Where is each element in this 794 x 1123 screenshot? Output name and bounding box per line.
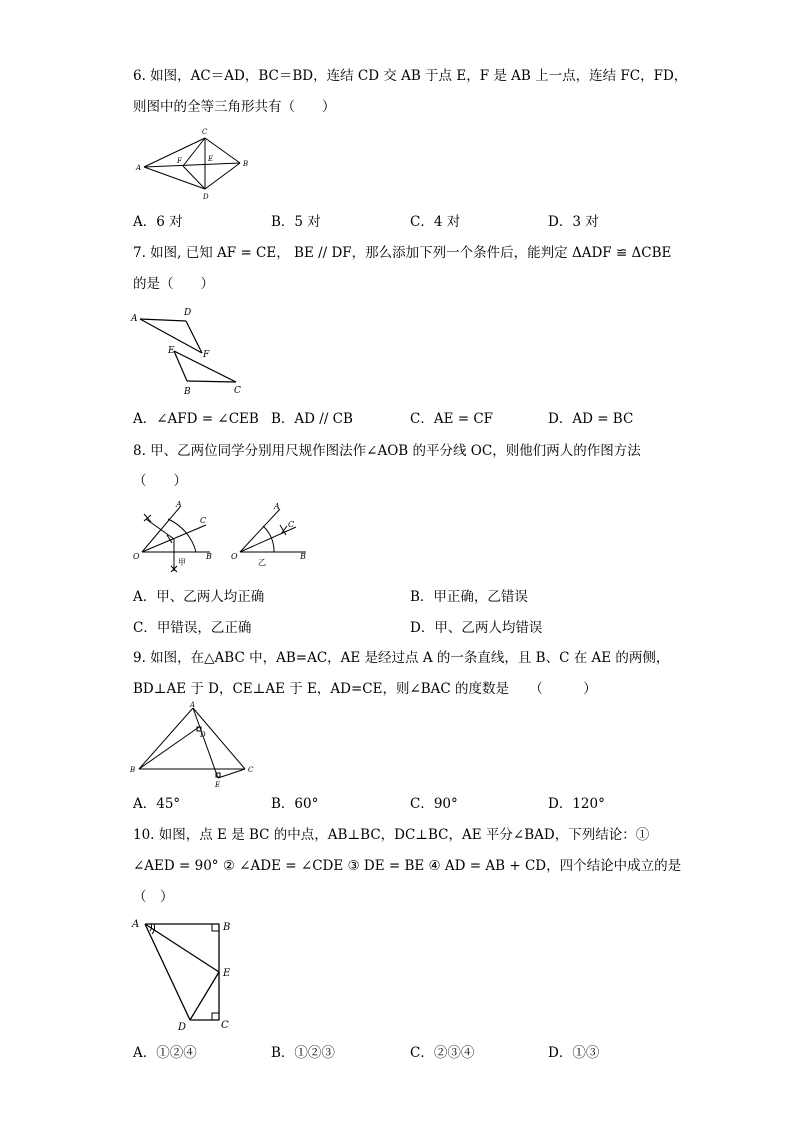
- q6-stem-line2: 则图中的全等三角形共有（ ）: [133, 99, 336, 115]
- q8-option-d[interactable]: D．甲、乙两人均错误: [410, 620, 543, 636]
- q8-options-row1: [133, 588, 693, 606]
- q7-figure: [128, 305, 253, 400]
- q9-stem-line1: 9. 如图，在△ABC 中，AB=AC，AE 是经过点 A 的一条直线，且 B、C 在 AE 的两侧，: [133, 650, 670, 666]
- q10-figure: [128, 910, 248, 1035]
- q9-label-C: C: [248, 766, 254, 774]
- q7-stem-line1: 7. 如图, 已知 AF = CE， BE // DF，那么添加下列一个条件后，能判定 ΔADF ≌ ΔCBE: [133, 245, 672, 261]
- q6-figure: [133, 126, 253, 202]
- q7-label-D: D: [184, 308, 192, 318]
- q10-stem-line3: （ ）: [133, 889, 174, 905]
- q8-yi-label-A: A: [274, 502, 280, 511]
- q9-option-a[interactable]: A．45°: [133, 796, 181, 812]
- q8-jia-label-B: B: [206, 552, 212, 561]
- q8-figure-yi: [228, 497, 318, 579]
- q10-option-d[interactable]: D．①③: [548, 1045, 600, 1061]
- q9-label-B: B: [130, 766, 136, 774]
- q10-stem-line2: ∠AED = 90° ② ∠ADE = ∠CDE ③ DE = BE ④ AD = AB + CD，四个结论中成立的是: [133, 858, 682, 874]
- q7-label-C: C: [234, 386, 241, 396]
- q6-label-C: C: [202, 128, 208, 136]
- q10-stem-line1: 10. 如图，点 E 是 BC 的中点，AB⊥BC，DC⊥BC，AE 平分∠BAD，下列结论：①: [133, 827, 650, 843]
- q8-yi-label-B: B: [300, 552, 306, 561]
- q9-stem-line2: BD⊥AE 于 D，CE⊥AE 于 E，AD=CE，则∠BAC 的度数是 （ ）: [133, 681, 597, 697]
- q9-options: [133, 795, 693, 813]
- q10-label-E: E: [223, 968, 231, 979]
- q8-jia-label-C: C: [200, 516, 207, 525]
- q7-label-E: E: [168, 346, 175, 356]
- q9-option-c[interactable]: C．90°: [410, 796, 458, 812]
- q6-label-B: B: [243, 160, 249, 168]
- q8-jia-label-A: A: [176, 500, 182, 509]
- q9-option-b[interactable]: B．60°: [271, 796, 319, 812]
- q8-options-row2: [133, 619, 693, 637]
- q8-option-c[interactable]: C．甲错误，乙正确: [133, 620, 252, 636]
- q7-label-F: F: [203, 350, 210, 360]
- q10-label-C: C: [221, 1020, 229, 1031]
- q8-yi-label-O: O: [231, 552, 238, 561]
- q10-option-a[interactable]: A．①②④: [133, 1045, 197, 1061]
- q8-option-b[interactable]: B．甲正确，乙错误: [410, 589, 528, 605]
- q9-label-D: D: [200, 731, 206, 739]
- q10-option-b[interactable]: B．①②③: [271, 1045, 335, 1061]
- q9-label-A: A: [190, 701, 196, 709]
- q7-label-A: A: [131, 314, 138, 324]
- q8-figure-jia: [130, 497, 220, 579]
- q6-option-d[interactable]: D．3 对: [548, 214, 599, 230]
- q6-label-F: F: [177, 157, 182, 165]
- q8-stem-line1: 8. 甲、乙两位同学分别用尺规作图法作∠AOB 的平分线 OC，则他们两人的作图方法: [133, 443, 641, 459]
- q6-option-b[interactable]: B．5 对: [271, 214, 321, 230]
- q10-option-c[interactable]: C．②③④: [410, 1045, 475, 1061]
- q6-option-a[interactable]: A．6 对: [133, 214, 183, 230]
- q9-label-E: E: [215, 781, 221, 789]
- q10-label-A: A: [132, 919, 140, 930]
- q7-option-c[interactable]: C．AE = CF: [410, 411, 494, 427]
- q10-label-B: B: [223, 922, 231, 933]
- q8-jia-caption: 甲: [178, 558, 186, 567]
- q10-label-D: D: [178, 1022, 187, 1033]
- q6-stem-line1: 6. 如图，AC＝AD，BC＝BD，连结 CD 交 AB 于点 E，F 是 AB 上一点，连结 FC，FD，: [133, 68, 688, 84]
- q6-label-E: E: [208, 155, 214, 163]
- q6-options: [133, 213, 693, 231]
- q7-options: [133, 410, 693, 428]
- q8-yi-caption: 乙: [258, 558, 266, 567]
- q9-figure: [128, 700, 263, 790]
- q8-yi-label-C: C: [288, 520, 295, 529]
- q6-label-A: A: [136, 164, 142, 172]
- q8-jia-label-O: O: [133, 552, 140, 561]
- q6-label-D: D: [203, 193, 209, 201]
- q9-option-d[interactable]: D．120°: [548, 796, 605, 812]
- q10-options: [133, 1044, 693, 1062]
- q7-label-B: B: [184, 387, 191, 397]
- q7-stem-line2: 的是（ ）: [133, 276, 214, 292]
- q8-stem-line2: （ ）: [133, 473, 187, 489]
- q8-option-a[interactable]: A．甲、乙两人均正确: [133, 589, 265, 605]
- q7-option-d[interactable]: D．AD = BC: [548, 411, 634, 427]
- q7-option-a[interactable]: A．∠AFD = ∠CEB: [133, 411, 259, 427]
- q6-option-c[interactable]: C．4 对: [410, 214, 461, 230]
- q7-option-b[interactable]: B．AD // CB: [271, 411, 353, 427]
